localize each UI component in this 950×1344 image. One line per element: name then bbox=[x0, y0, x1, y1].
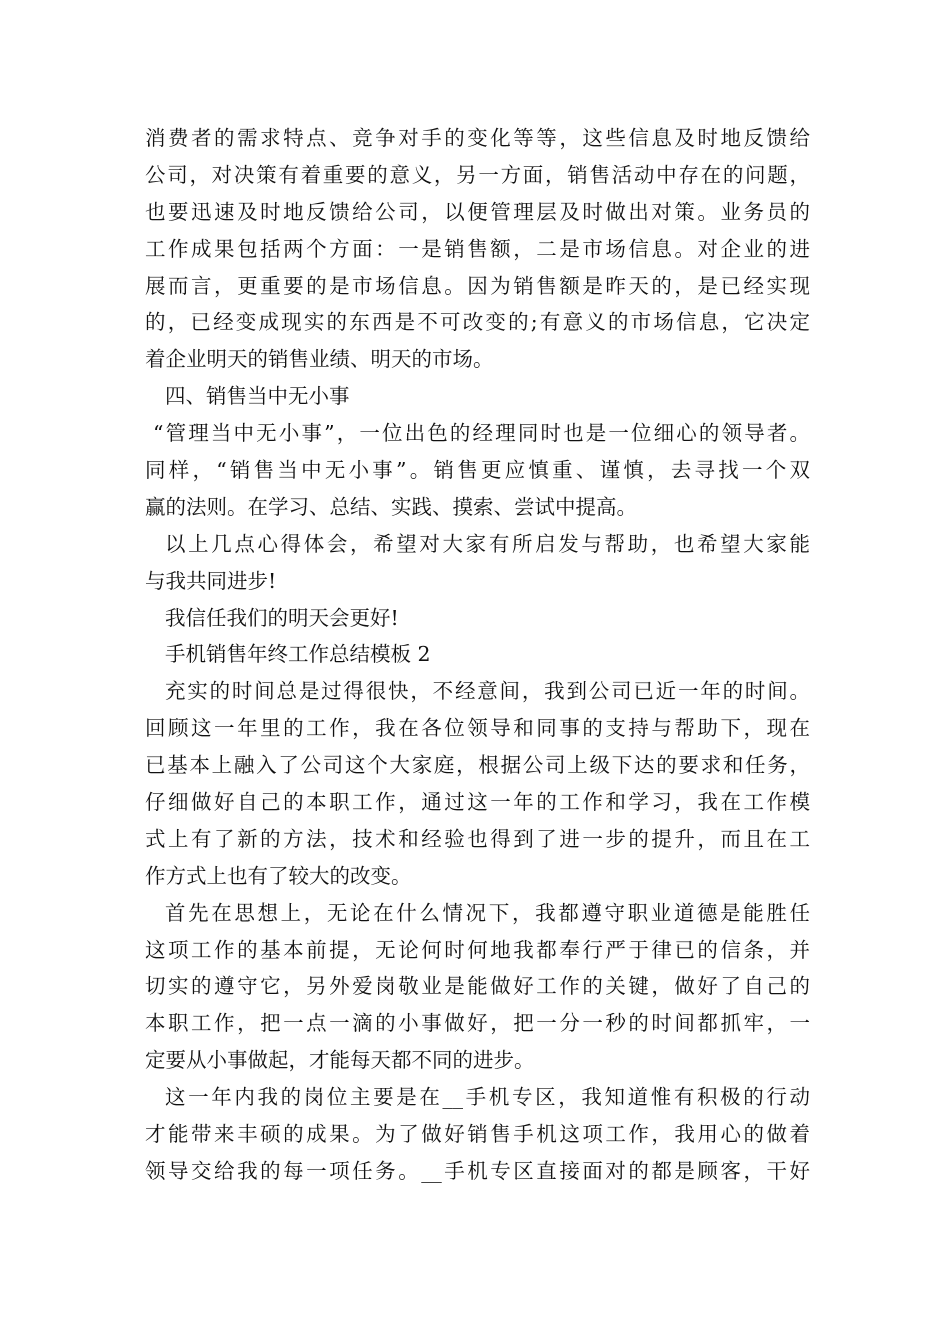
document-body bbox=[145, 120, 810, 1190]
section-heading: 四、销售当中无小事 bbox=[165, 384, 350, 409]
text-line: 这项工作的基本前提，无论何时何地我都奉行严于律已的信条，并 bbox=[145, 937, 810, 962]
text-line: 切实的遵守它，另外爱岗敬业是能做好工作的关键，做好了自己的 bbox=[145, 974, 810, 999]
text-line: 公司，对决策有着重要的意义，另一方面，销售活动中存在的问题， bbox=[145, 162, 810, 187]
text-line: 回顾这一年里的工作，我在各位领导和同事的支持与帮助下，现在 bbox=[145, 716, 810, 741]
text-line: 领导交给我的每一项任务。__手机专区直接面对的都是顾客，干好 bbox=[145, 1158, 810, 1183]
text-line: 展而言，更重要的是市场信息。因为销售额是昨天的，是已经实现 bbox=[145, 273, 810, 298]
text-line: 仔细做好自己的本职工作，通过这一年的工作和学习，我在工作模 bbox=[145, 790, 810, 815]
text-line: 本职工作，把一点一滴的小事做好，把一分一秒的时间都抓牢，一 bbox=[145, 1011, 810, 1036]
text-line: 赢的法则。在学习、总结、实践、摸索、尝试中提高。 bbox=[145, 494, 637, 519]
text-line: 以上几点心得体会，希望对大家有所启发与帮助，也希望大家能 bbox=[165, 531, 810, 556]
text-line: 首先在思想上，无论在什么情况下，我都遵守职业道德是能胜任 bbox=[165, 900, 810, 925]
text-line: 工作成果包括两个方面：一是销售额，二是市场信息。对企业的进 bbox=[145, 236, 810, 261]
text-line: 作方式上也有了较大的改变。 bbox=[145, 863, 412, 888]
text-line: 才能带来丰硕的成果。为了做好销售手机这项工作，我用心的做着 bbox=[145, 1122, 810, 1147]
text-line: 同样，“销售当中无小事”。销售更应慎重、谨慎，去寻找一个双 bbox=[145, 458, 810, 483]
text-line: 我信任我们的明天会更好! bbox=[165, 605, 399, 630]
text-line: 这一年内我的岗位主要是在__手机专区，我知道惟有积极的行动 bbox=[165, 1085, 810, 1110]
text-line: 式上有了新的方法，技术和经验也得到了进一步的提升，而且在工 bbox=[145, 826, 810, 851]
text-line: 也要迅速及时地反馈给公司，以便管理层及时做出对策。业务员的 bbox=[145, 199, 810, 224]
section-heading: 手机销售年终工作总结模板 2 bbox=[165, 642, 431, 667]
text-line: “管理当中无小事”，一位出色的经理同时也是一位细心的领导者。 bbox=[153, 421, 810, 446]
text-line: 与我共同进步! bbox=[145, 568, 277, 593]
text-line: 着企业明天的销售业绩、明天的市场。 bbox=[145, 347, 494, 372]
text-line: 的，已经变成现实的东西是不可改变的;有意义的市场信息，它决定 bbox=[145, 310, 810, 335]
text-line: 充实的时间总是过得很快，不经意间，我到公司已近一年的时间。 bbox=[165, 679, 810, 704]
text-line: 消费者的需求特点、竞争对手的变化等等，这些信息及时地反馈给 bbox=[145, 126, 810, 150]
text-line: 定要从小事做起，才能每天都不同的进步。 bbox=[145, 1048, 535, 1073]
text-line: 已基本上融入了公司这个大家庭，根据公司上级下达的要求和任务， bbox=[145, 753, 810, 778]
